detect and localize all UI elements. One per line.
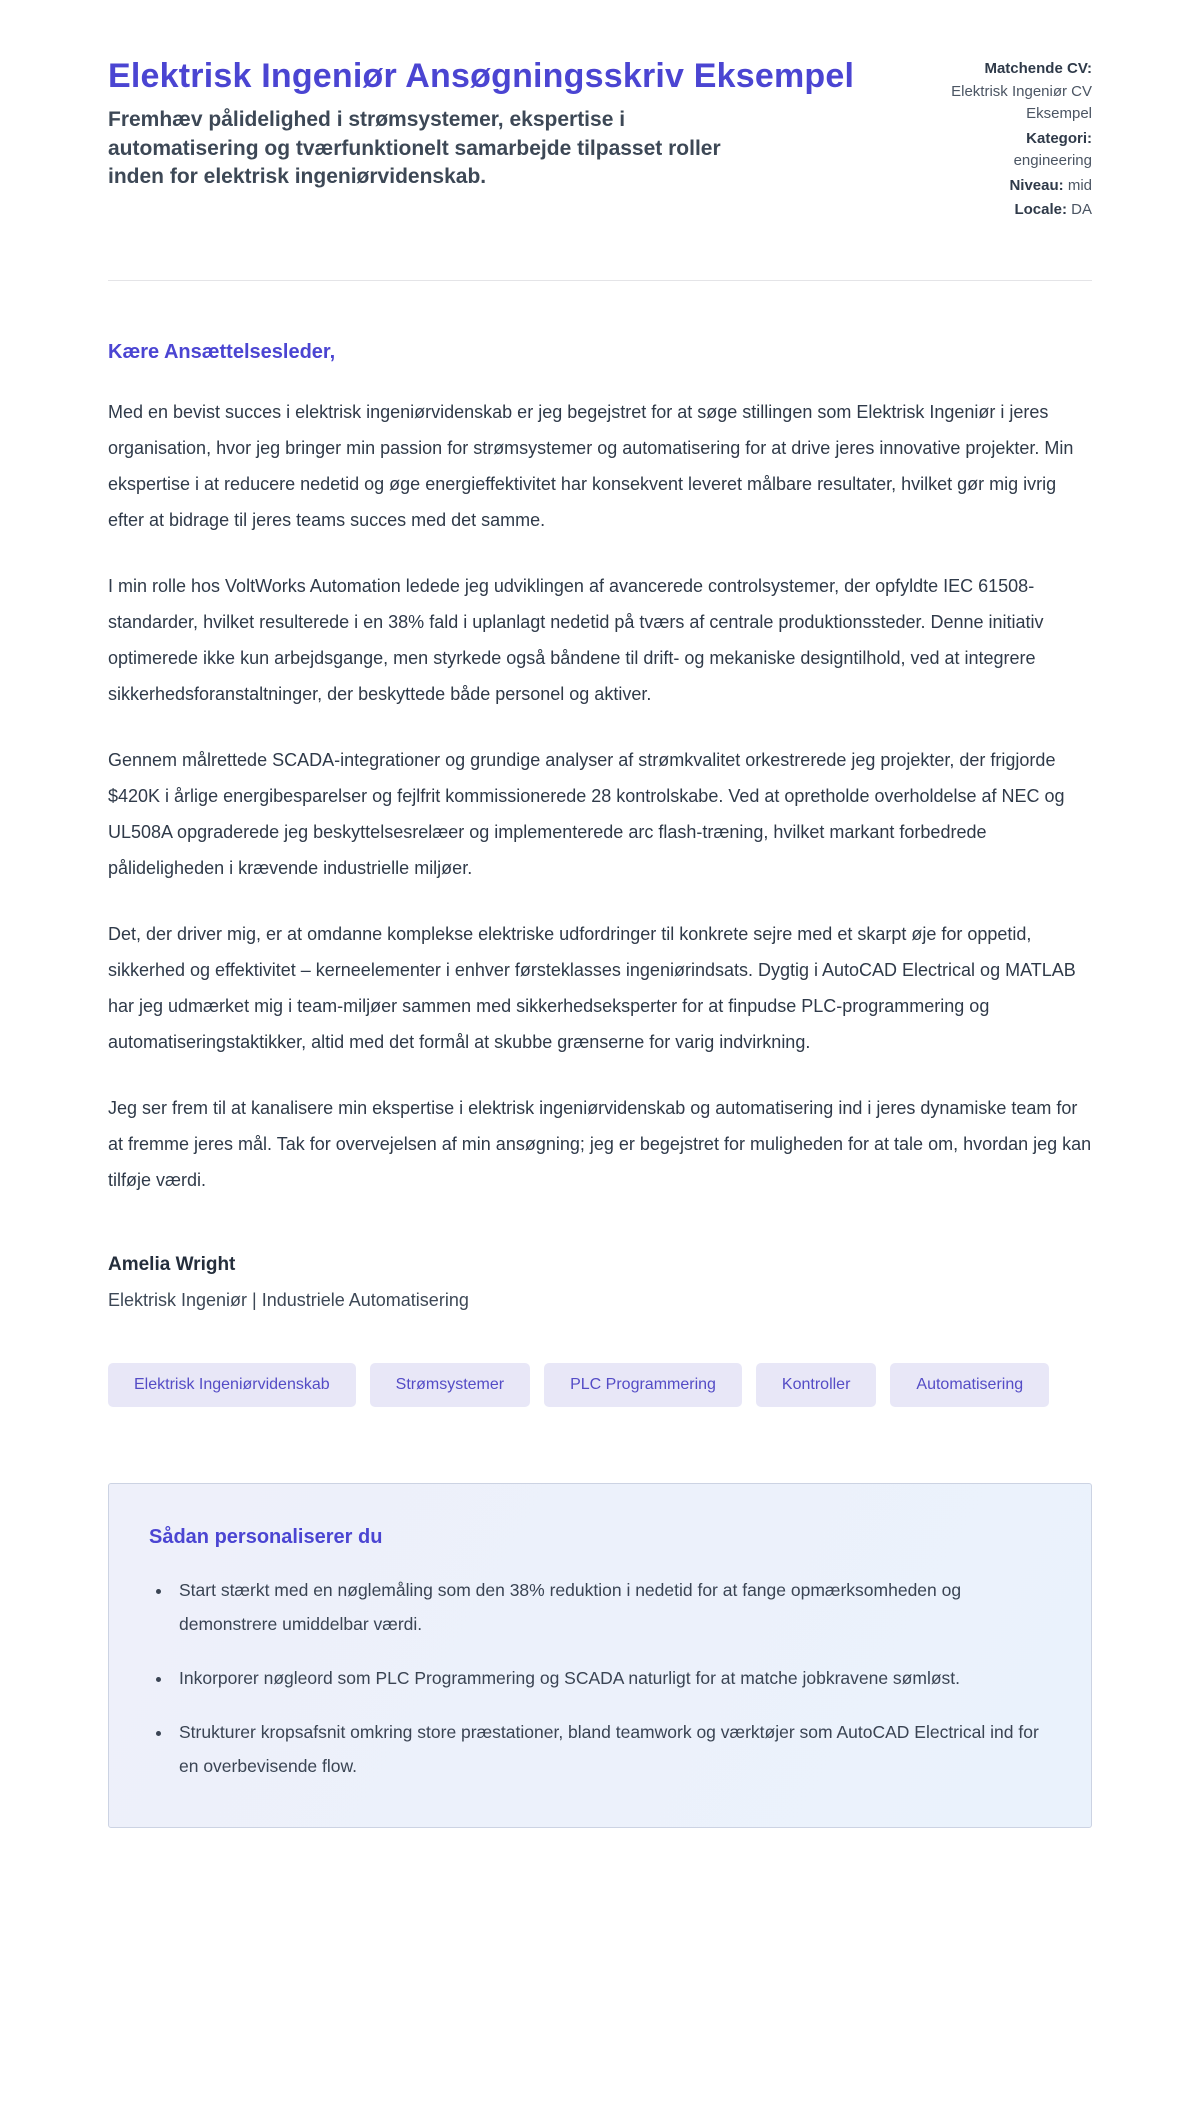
tag-chip-controls[interactable]: Kontroller: [756, 1363, 876, 1407]
meta-matching-cv-value: Elektrisk Ingeniør CV Eksempel: [951, 82, 1092, 122]
letter-paragraph-2: I min rolle hos VoltWorks Automation ledede jeg udviklingen af avancerede controlsystemer, der opfyldte IEC 61508-standarder, hvilket resulterede i en 38% fald i uplanlagt nedetid på tværs af centrale produktionssteder. Denne initiativ optimerede ikke kun arbejdsgange, men styrkede også båndene til drift- og mekaniske designtilhold, ved at integrere sikkerhedsforanstaltninger, der beskyttede både personel og aktiver.: [108, 575, 1044, 704]
letter-paragraph-3: Gennem målrettede SCADA-integrationer og grundige analyser af strømkvalitet orkestrerede jeg projekter, der frigjorde $420K i årlige energibesparelser og fejlfrit kommissionerede 28 kontrolskabe. Ved at opretholde overholdelse af NEC og UL508A opgraderede jeg beskyttelsesrelæer og implementerede arc flash-træning, hvilket markant forbedrede pålideligheden i krævende industrielle miljøer.: [108, 749, 1065, 878]
meta-matching-cv: [892, 58, 1092, 126]
meta-level-label: Niveau:: [1009, 176, 1064, 194]
meta-category-label: Kategori:: [1026, 129, 1092, 147]
meta-locale-label: Locale:: [1014, 201, 1067, 218]
meta-category: [892, 128, 1092, 173]
meta-panel: [892, 56, 1092, 224]
personalization-tips-box: [108, 1483, 1092, 1829]
letter-paragraph-4: Det, der driver mig, er at omdanne komplekse elektriske udfordringer til konkrete sejre med et skarpt øje for oppetid, sikkerhed og effektivitet – kerneelementer i enhver førsteklasses ingeniørindsats. Dygtig i AutoCAD Electrical og MATLAB har jeg udmærket mig i team-miljøer sammen med sikkerhedseksperter for at finpudse PLC-programmering og automatiseringstaktikker, altid med det formål at skubbe grænserne for varig indvirkning.: [108, 923, 1076, 1052]
page-subtitle: Fremhæv pålidelighed i strømsystemer, ekspertise i automatisering og tværfunktionelt samarbejde tilpasset roller inden for elektrisk ingeniørvidenskab.: [108, 108, 721, 189]
page-title: Elektrisk Ingeniør Ansøgningsskriv Eksempel: [108, 57, 855, 95]
meta-locale: [892, 199, 1092, 222]
tip-item-3: • Strukturer kropsafsnit omkring store præstationer, bland teamwork og værktøjer som AutoCAD Electrical ind for en overbevisende flow.: [173, 1715, 1051, 1783]
header: [108, 56, 1092, 224]
meta-matching-cv-label: Matchende CV:: [984, 60, 1092, 77]
tag-chip-plc-programming[interactable]: PLC Programmering: [544, 1363, 742, 1407]
signature-title: Elektrisk Ingeniør | Industriele Automatisering: [108, 1289, 469, 1310]
meta-level-value: mid: [1067, 176, 1092, 194]
meta-category-value: engineering: [1013, 152, 1092, 169]
tag-chip-automation[interactable]: Automatisering: [890, 1363, 1049, 1407]
tag-chip-electrical-engineering[interactable]: Elektrisk Ingeniørvidenskab: [108, 1363, 356, 1407]
tip-item-1: • Start stærkt med en nøglemåling som den 38% reduktion i nedetid for at fange opmærksomheden og demonstrere umiddelbar værdi.: [173, 1573, 1051, 1641]
signature-name: Amelia Wright: [108, 1253, 236, 1275]
letter-body: [108, 341, 1092, 1311]
divider: [108, 280, 1092, 281]
tips-heading: Sådan personaliserer du: [149, 1525, 383, 1548]
tip-item-2: • Inkorporer nøgleord som PLC Programmering og SCADA naturligt for at matche jobkravene sømløst.: [173, 1661, 1051, 1695]
tips-list: [149, 1573, 1051, 1784]
salutation: Kære Ansættelsesleder,: [108, 340, 336, 363]
meta-level: [892, 175, 1092, 198]
tag-chip-power-systems[interactable]: Strømsystemer: [370, 1363, 530, 1407]
cover-letter-page: [108, 0, 1092, 1828]
meta-locale-value: DA: [1071, 201, 1092, 218]
header-text-block: [108, 56, 892, 192]
letter-paragraph-5: Jeg ser frem til at kanalisere min ekspertise i elektrisk ingeniørvidenskab og automatisering ind i jeres dynamiske team for at fremme jeres mål. Tak for overvejelsen af min ansøgning; jeg er begejstret for muligheden for at tale om, hvordan jeg kan tilføje værdi.: [108, 1097, 1092, 1190]
letter-paragraph-1: Med en bevist succes i elektrisk ingeniørvidenskab er jeg begejstret for at søge stillingen som Elektrisk Ingeniør i jeres organisation, hvor jeg bringer min passion for strømsystemer og automatisering for at drive jeres innovative projekter. Min ekspertise i at reducere nedetid og øge energieffektivitet har konsekvent leveret målbare resultater, hvilket gør mig ivrig efter at bidrage til jeres teams succes med det samme.: [108, 401, 1074, 530]
tag-list: [108, 1363, 1092, 1407]
